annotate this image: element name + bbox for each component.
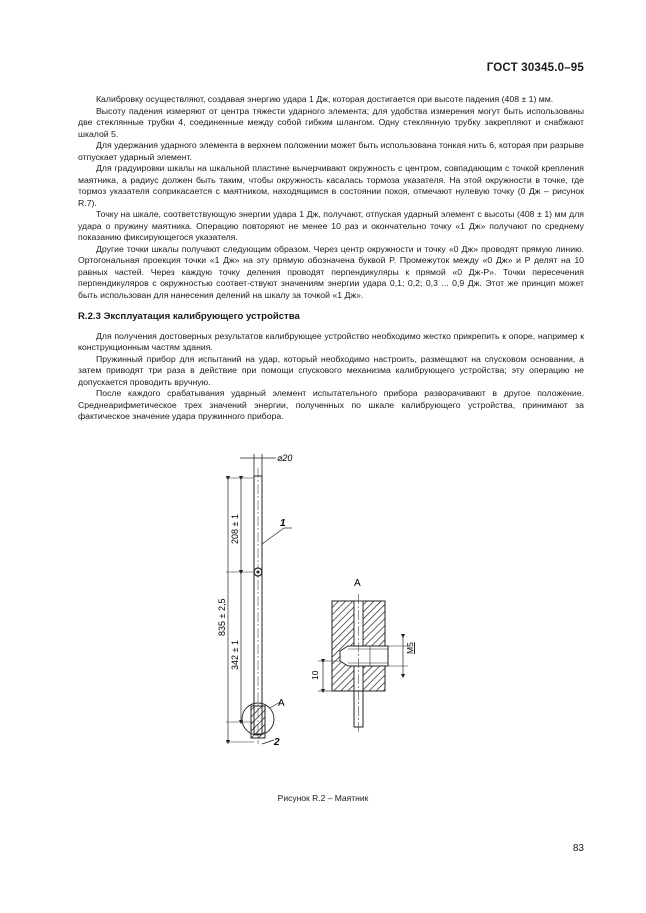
dim-10: 10 [310, 670, 320, 680]
page-number: 83 [572, 843, 584, 854]
paragraph: Калибровку осуществляют, создавая энергию удара 1 Дж, которая достигается при высоте падения (408 ± 1) мм. [96, 94, 554, 104]
detail-a-title: А [354, 578, 361, 589]
dim-208: 208 ± 1 [230, 514, 240, 544]
label-1: 1 [280, 518, 286, 529]
label-2: 2 [274, 737, 280, 748]
paragraph: Высоту падения измеряют от центра тяжести ударного элемента; для удобства измерения могут быть использованы две стеклянные трубки 4, соединенные между собой гибким шлангом. Одну стеклянную трубку закрепляют и снабжают шкалой 5. [78, 105, 584, 139]
paragraph: Для удержания ударного элемента в верхнем положении может быть использована тонкая нить 6, которая при разрыве отпускает ударный элемент. [78, 140, 584, 162]
diameter-dim-label: ⌀20 [277, 453, 293, 463]
paragraph: Другие точки шкалы получают следующим образом. Через центр окружности и точку «0 Дж» проводят прямую линию. Ортогональная проекция точки «1 Дж» на эту прямую обозначена буквой P. Промежуток между «0 Дж» и P делят на 10 равных частей. Через каждую точку деления проводят перпендикуляры к прямой «0 Дж-P». Точки пересечения перпендикуляров с окружностью соответ-ствуют значениям энергии удара 0,1; 0,2; 0,3 ... 0,9 Дж. Этот же принцип может быть использован для нанесения делений на шкалу за точкой «1 Дж». [78, 243, 584, 300]
pendulum-drawing [78, 444, 584, 784]
dim-m5: M5 [405, 642, 415, 654]
subsection-heading: R.2.3 Эксплуатация калибрующего устройства [78, 311, 300, 322]
pendulum-figure [78, 444, 584, 784]
striker-weight [251, 706, 265, 738]
dim-835: 835 ± 2,5 [217, 598, 227, 636]
dim-342: 342 ± 1 [230, 640, 240, 670]
paragraph: Для градуировки шкалы на шкальной пластине вычерчивают окружность с центром, совпадающим с точкой крепления маятника, а радиус должен быть таким, чтобы окружность касалась тормоза указателя. На этой окружности в точке, где тормоз указателя соприкасается с маятником, находящимся в состоянии покоя, отмечают нулевую точку (0 Дж – рисунок R.7). [78, 163, 584, 208]
figure-caption: Рисунок R.2 – Маятник [277, 793, 369, 803]
label-a: А [278, 698, 285, 709]
document-body [78, 94, 584, 423]
paragraph: Пружинный прибор для испытаний на удар, который необходимо настроить, размещают на спусковом основании, а затем приводят три раза в действие при помощи спускового механизма калибрующего устройства; эту операцию не допускается проводить вручную. [78, 353, 584, 387]
paragraph: Для получения достоверных результатов калибрующее устройство необходимо жестко прикрепить к опоре, например к конструкционным частям здания. [78, 330, 584, 352]
standard-header: ГОСТ 30345.0–95 [486, 62, 584, 74]
paragraph: Точку на шкале, соответствующую энергии удара 1 Дж, получают, отпуская ударный элемент с высоты (408 ± 1) мм для удара о пружину маятника. Операцию повторяют не менее 10 раз и окончательно точку «1 Дж» получают по среднему показанию фиксирующегося указателя. [78, 209, 584, 242]
paragraph: После каждого срабатывания ударный элемент испытательного прибора разворачивают в другое положение. Среднеарифметическое трех значений энергии, полученных по шкале калибрующего устройства, принимают за фактическое значение удара пружинного прибора. [78, 388, 584, 421]
